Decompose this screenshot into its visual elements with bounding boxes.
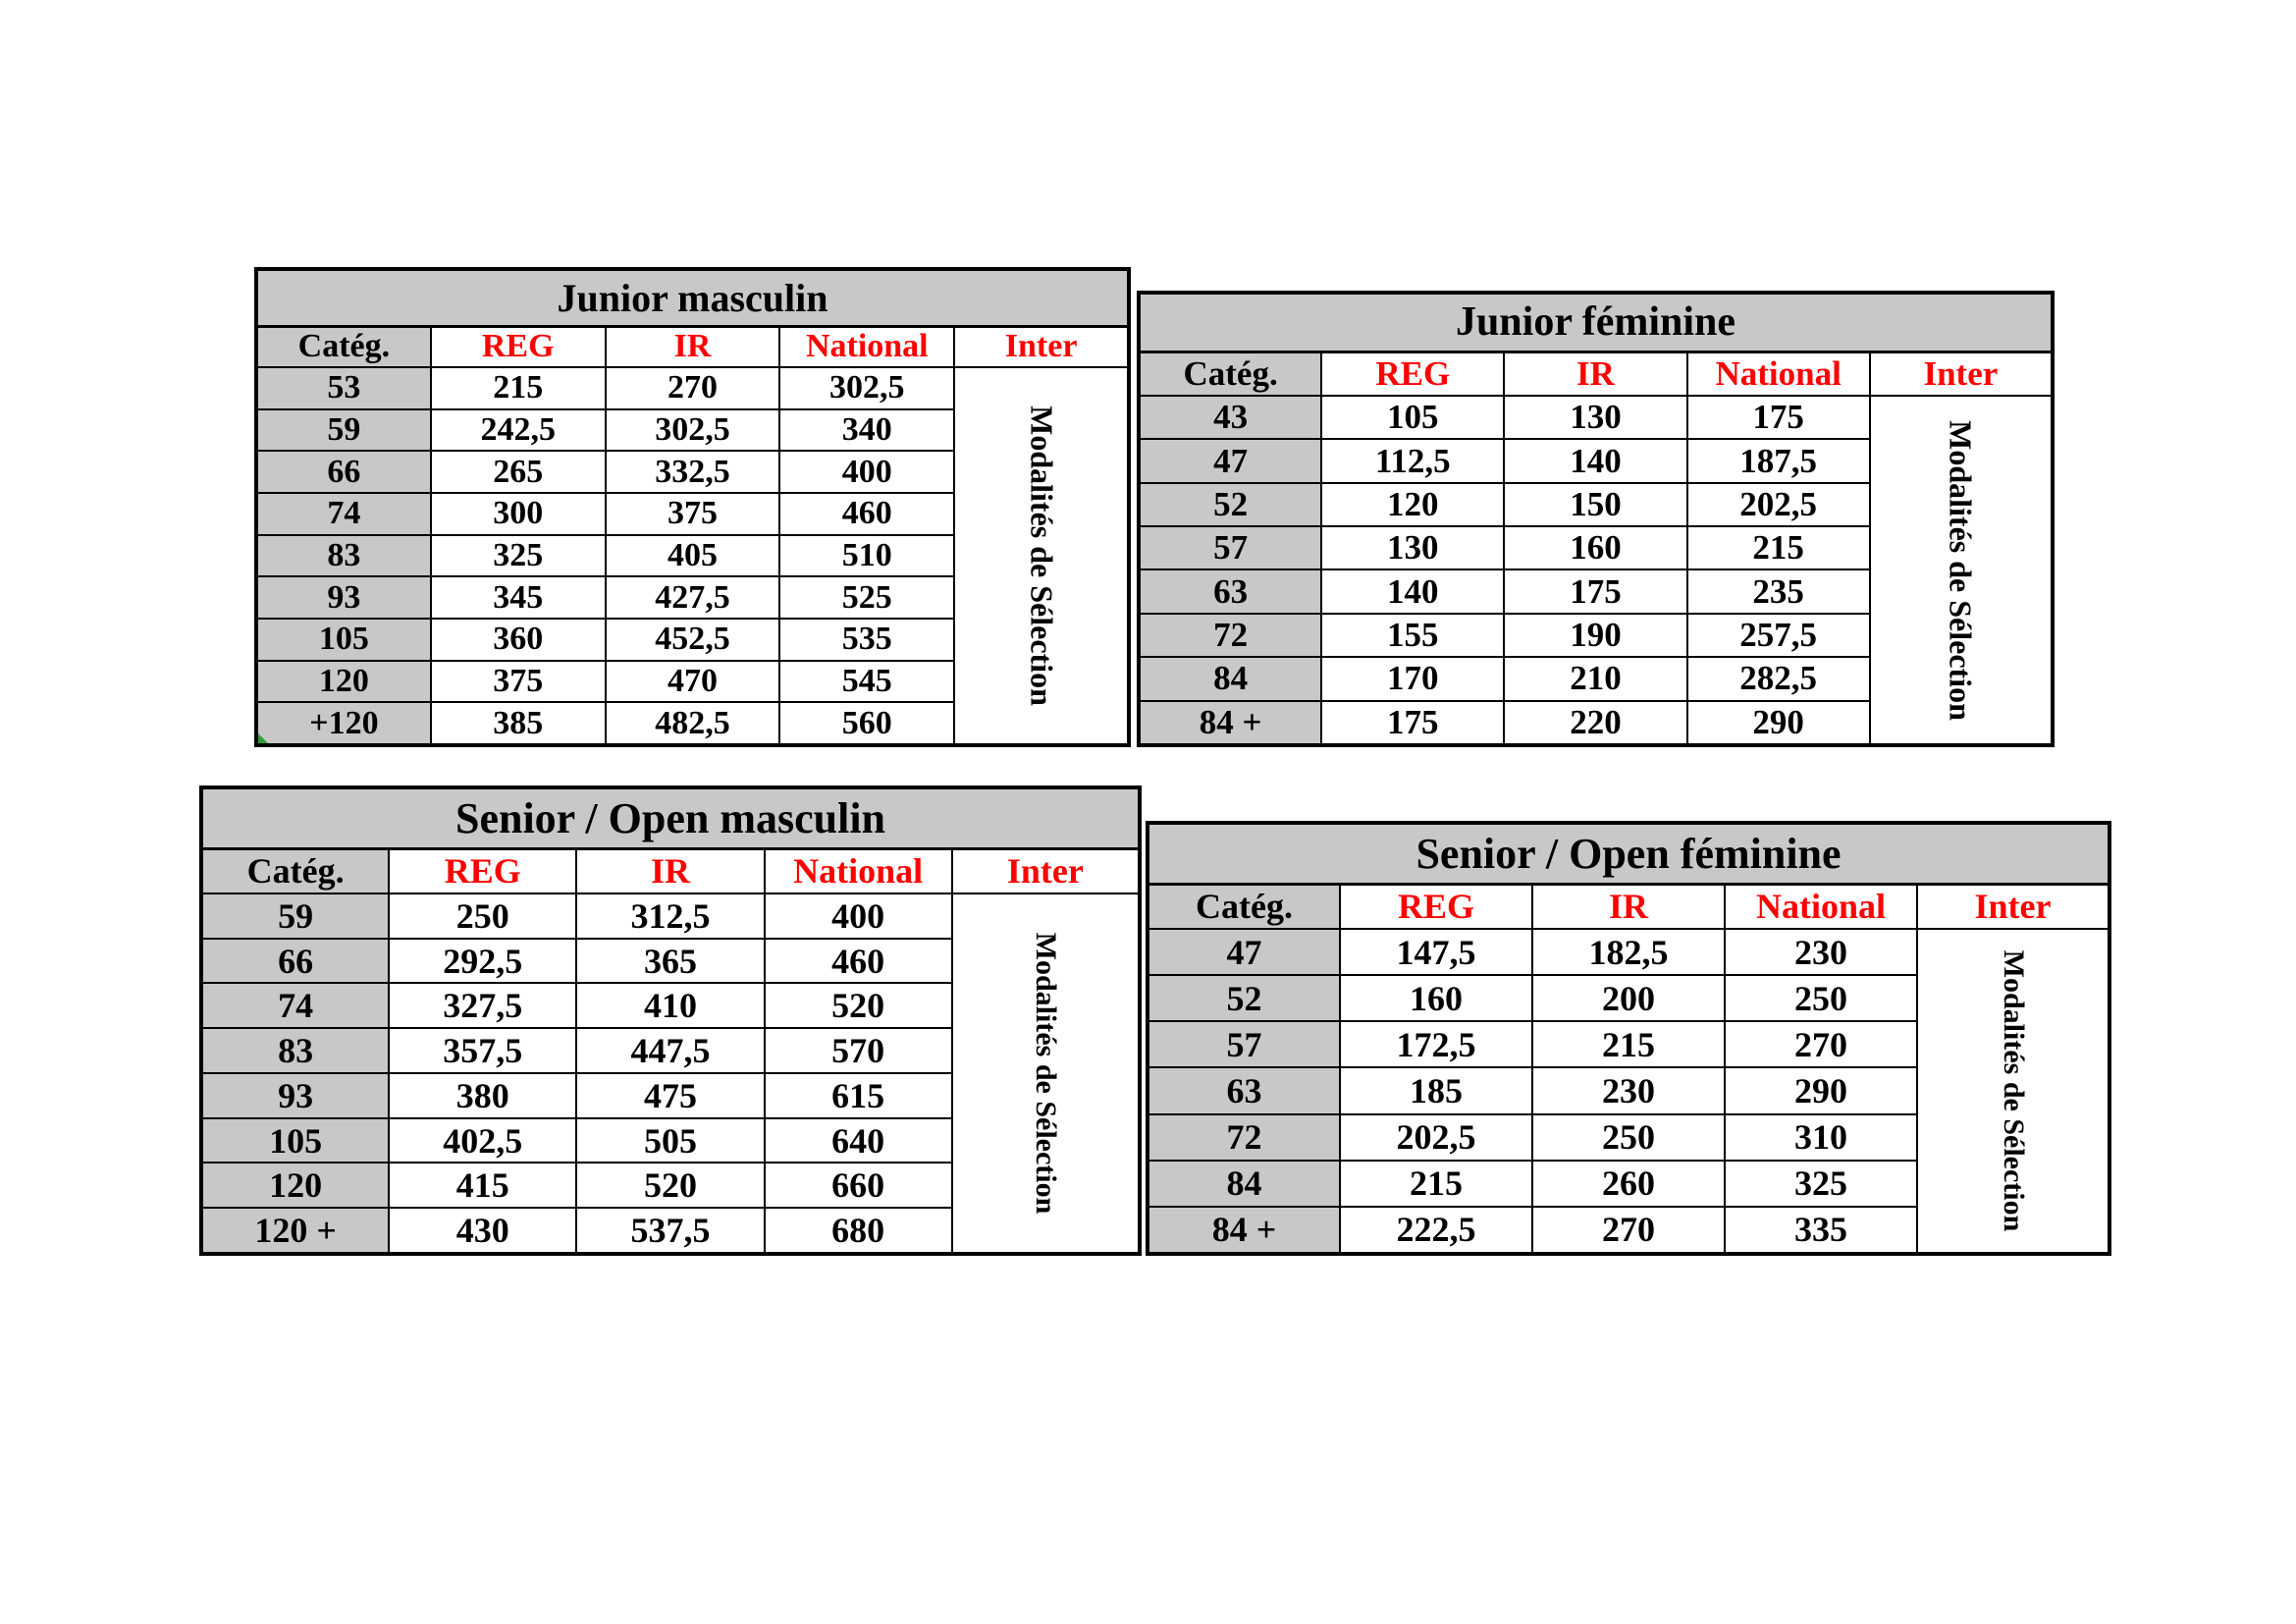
junior-feminine-grid — [1137, 291, 2055, 747]
ir-cell: 312,5 — [576, 893, 764, 939]
category-value: +120 — [309, 704, 379, 741]
header-reg: REG — [1321, 352, 1504, 396]
reg-cell: 147,5 — [1340, 929, 1532, 975]
national-cell: 400 — [779, 451, 954, 493]
ir-cell: 537,5 — [576, 1208, 764, 1254]
national-cell: 400 — [765, 893, 952, 939]
ir-cell: 140 — [1504, 439, 1686, 482]
reg-cell: 222,5 — [1340, 1207, 1532, 1254]
national-cell: 325 — [1725, 1161, 1917, 1207]
category-cell: 72 — [1139, 614, 1321, 657]
inter-cell — [1917, 929, 2109, 1254]
national-cell: 290 — [1725, 1067, 1917, 1113]
header-categ: Catég. — [256, 326, 431, 367]
header-categ: Catég. — [201, 848, 389, 893]
reg-cell: 292,5 — [389, 939, 576, 984]
national-cell: 660 — [765, 1163, 952, 1208]
category-cell: 84 — [1148, 1161, 1340, 1207]
reg-cell: 402,5 — [389, 1118, 576, 1164]
reg-cell: 105 — [1321, 396, 1504, 439]
national-cell: 235 — [1687, 569, 1870, 613]
ir-cell: 250 — [1532, 1114, 1725, 1161]
category-cell: 52 — [1148, 975, 1340, 1021]
national-cell: 560 — [779, 702, 954, 745]
table-row — [201, 893, 1140, 939]
reg-cell: 160 — [1340, 975, 1532, 1021]
national-cell: 202,5 — [1687, 483, 1870, 526]
national-cell: 230 — [1725, 929, 1917, 975]
reg-cell: 250 — [389, 893, 576, 939]
category-cell: 52 — [1139, 483, 1321, 526]
reg-cell: 325 — [431, 535, 606, 577]
category-cell: 63 — [1139, 569, 1321, 613]
table-title: Senior / Open féminine — [1148, 823, 2109, 884]
national-cell: 215 — [1687, 526, 1870, 569]
national-cell: 535 — [779, 619, 954, 661]
category-cell: 59 — [256, 409, 431, 452]
reg-cell: 265 — [431, 451, 606, 493]
ir-cell: 220 — [1504, 701, 1686, 745]
category-cell: 74 — [256, 493, 431, 535]
category-cell: 83 — [256, 535, 431, 577]
inter-cell — [1870, 396, 2053, 745]
national-cell: 340 — [779, 409, 954, 452]
table-title: Junior masculin — [256, 269, 1129, 326]
reg-cell: 185 — [1340, 1067, 1532, 1113]
national-cell: 615 — [765, 1073, 952, 1118]
header-inter: Inter — [952, 848, 1140, 893]
ir-cell: 505 — [576, 1118, 764, 1164]
header-national: National — [1725, 884, 1917, 929]
category-cell: 120 — [201, 1163, 389, 1208]
reg-cell: 380 — [389, 1073, 576, 1118]
category-cell: 105 — [256, 619, 431, 661]
national-cell: 290 — [1687, 701, 1870, 745]
ir-cell: 215 — [1532, 1021, 1725, 1067]
reg-cell: 155 — [1321, 614, 1504, 657]
senior-open-masculin-grid — [199, 785, 1142, 1256]
ir-cell: 365 — [576, 939, 764, 984]
national-cell: 282,5 — [1687, 657, 1870, 700]
ir-cell: 230 — [1532, 1067, 1725, 1113]
ir-cell: 182,5 — [1532, 929, 1725, 975]
national-cell: 545 — [779, 661, 954, 703]
ir-cell: 482,5 — [606, 702, 780, 745]
reg-cell: 202,5 — [1340, 1114, 1532, 1161]
category-cell: 84 + — [1148, 1207, 1340, 1254]
table-junior-masculin — [254, 267, 1131, 747]
category-cell: 43 — [1139, 396, 1321, 439]
table-senior-open-feminine — [1146, 821, 2111, 1256]
ir-cell: 260 — [1532, 1161, 1725, 1207]
table-row — [1139, 396, 2053, 439]
selection-modalities-text: Modalités de Sélection — [1943, 419, 1979, 721]
ir-cell: 475 — [576, 1073, 764, 1118]
ir-cell: 520 — [576, 1163, 764, 1208]
ir-cell: 405 — [606, 535, 780, 577]
header-ir: IR — [606, 326, 780, 367]
reg-cell: 327,5 — [389, 983, 576, 1028]
header-national: National — [1687, 352, 1870, 396]
ir-cell: 427,5 — [606, 576, 780, 619]
reg-cell: 357,5 — [389, 1028, 576, 1073]
senior-open-feminine-grid — [1146, 821, 2111, 1256]
selection-modalities-text: Modalités de Sélection — [1024, 406, 1060, 706]
ir-cell: 410 — [576, 983, 764, 1028]
reg-cell: 375 — [431, 661, 606, 703]
ir-cell: 302,5 — [606, 409, 780, 452]
ir-cell: 447,5 — [576, 1028, 764, 1073]
national-cell: 640 — [765, 1118, 952, 1164]
national-cell: 257,5 — [1687, 614, 1870, 657]
national-cell: 460 — [779, 493, 954, 535]
ir-cell: 130 — [1504, 396, 1686, 439]
ir-cell: 375 — [606, 493, 780, 535]
reg-cell: 345 — [431, 576, 606, 619]
inter-cell — [952, 893, 1140, 1254]
header-inter: Inter — [1917, 884, 2109, 929]
national-cell: 520 — [765, 983, 952, 1028]
category-cell: 72 — [1148, 1114, 1340, 1161]
header-reg: REG — [431, 326, 606, 367]
ir-cell: 210 — [1504, 657, 1686, 700]
category-cell: 120 — [256, 661, 431, 703]
header-ir: IR — [1532, 884, 1725, 929]
category-cell: 47 — [1148, 929, 1340, 975]
reg-cell: 430 — [389, 1208, 576, 1254]
national-cell: 525 — [779, 576, 954, 619]
category-cell: 83 — [201, 1028, 389, 1073]
reg-cell: 215 — [431, 367, 606, 409]
ir-cell: 150 — [1504, 483, 1686, 526]
category-cell: 84 + — [1139, 701, 1321, 745]
national-cell: 270 — [1725, 1021, 1917, 1067]
header-reg: REG — [1340, 884, 1532, 929]
national-cell: 310 — [1725, 1114, 1917, 1161]
header-ir: IR — [1504, 352, 1686, 396]
category-cell: 63 — [1148, 1067, 1340, 1113]
national-cell: 510 — [779, 535, 954, 577]
national-cell: 335 — [1725, 1207, 1917, 1254]
ir-cell: 190 — [1504, 614, 1686, 657]
category-cell: 47 — [1139, 439, 1321, 482]
national-cell: 680 — [765, 1208, 952, 1254]
selection-modalities-text: Modalités de Sélection — [1029, 932, 1062, 1215]
header-national: National — [765, 848, 952, 893]
reg-cell: 415 — [389, 1163, 576, 1208]
national-cell: 570 — [765, 1028, 952, 1073]
reg-cell: 215 — [1340, 1161, 1532, 1207]
category-cell: 57 — [1148, 1021, 1340, 1067]
header-national: National — [779, 326, 954, 367]
national-cell: 460 — [765, 939, 952, 984]
table-junior-feminine — [1137, 291, 2055, 747]
header-categ: Catég. — [1148, 884, 1340, 929]
inter-cell — [954, 367, 1129, 745]
reg-cell: 172,5 — [1340, 1021, 1532, 1067]
junior-masculin-grid — [254, 267, 1131, 747]
table-row — [256, 367, 1129, 409]
cell-comment-marker — [258, 733, 268, 743]
category-cell: 120 + — [201, 1208, 389, 1254]
category-cell: 66 — [201, 939, 389, 984]
reg-cell: 242,5 — [431, 409, 606, 452]
category-cell: 74 — [201, 983, 389, 1028]
ir-cell: 452,5 — [606, 619, 780, 661]
ir-cell: 175 — [1504, 569, 1686, 613]
table-row — [1148, 929, 2109, 975]
category-cell: 84 — [1139, 657, 1321, 700]
category-cell: 53 — [256, 367, 431, 409]
reg-cell: 300 — [431, 493, 606, 535]
reg-cell: 170 — [1321, 657, 1504, 700]
header-inter: Inter — [1870, 352, 2053, 396]
ir-cell: 470 — [606, 661, 780, 703]
ir-cell: 332,5 — [606, 451, 780, 493]
category-cell: 93 — [256, 576, 431, 619]
selection-modalities-text: Modalités de Sélection — [1997, 949, 2030, 1232]
national-cell: 250 — [1725, 975, 1917, 1021]
national-cell: 187,5 — [1687, 439, 1870, 482]
national-cell: 175 — [1687, 396, 1870, 439]
reg-cell: 130 — [1321, 526, 1504, 569]
table-title: Senior / Open masculin — [201, 787, 1140, 848]
category-cell: 66 — [256, 451, 431, 493]
category-cell: 59 — [201, 893, 389, 939]
header-ir: IR — [576, 848, 764, 893]
table-title: Junior féminine — [1139, 293, 2053, 352]
reg-cell: 385 — [431, 702, 606, 745]
national-cell: 302,5 — [779, 367, 954, 409]
ir-cell: 160 — [1504, 526, 1686, 569]
table-senior-open-masculin — [199, 785, 1142, 1256]
header-categ: Catég. — [1139, 352, 1321, 396]
category-cell: 105 — [201, 1118, 389, 1164]
reg-cell: 112,5 — [1321, 439, 1504, 482]
category-cell: 93 — [201, 1073, 389, 1118]
category-cell: 57 — [1139, 526, 1321, 569]
ir-cell: 270 — [1532, 1207, 1725, 1254]
reg-cell: 120 — [1321, 483, 1504, 526]
reg-cell: 140 — [1321, 569, 1504, 613]
category-cell — [256, 702, 431, 745]
ir-cell: 270 — [606, 367, 780, 409]
reg-cell: 175 — [1321, 701, 1504, 745]
reg-cell: 360 — [431, 619, 606, 661]
header-inter: Inter — [954, 326, 1129, 367]
ir-cell: 200 — [1532, 975, 1725, 1021]
header-reg: REG — [389, 848, 576, 893]
